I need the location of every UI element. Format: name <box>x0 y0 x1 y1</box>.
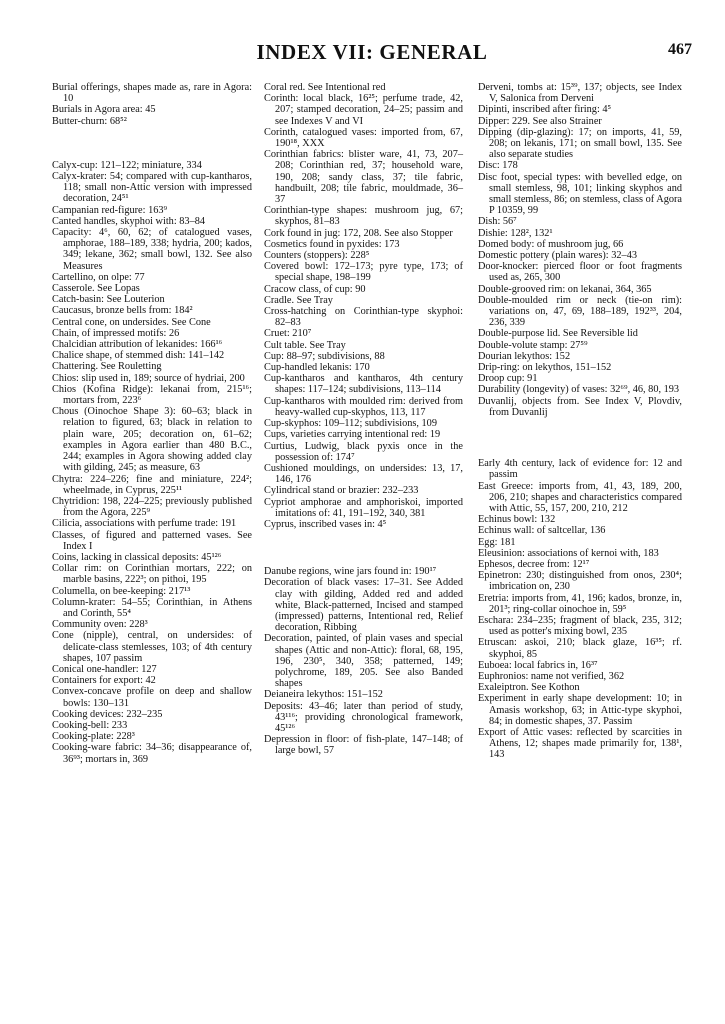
index-entry: Chous (Oinochoe Shape 3): 60–63; black in relation to figured, 63; black in relation to plain ware, 205; decoration on, 61–62; examples in Agora earlier than 480 B.C., 244; examples in Agora showing added clay with gilding, 245; as measure, 63 <box>52 406 252 474</box>
index-entry: Durability (longevity) of vases: 32⁶⁹, 46, 80, 193 <box>478 384 680 396</box>
index-entry: Covered bowl: 172–173; pyre type, 173; of special shape, 198–199 <box>264 261 463 284</box>
index-entry: Curtius, Ludwig, black pyxis once in the possession of: 174⁷ <box>264 440 463 463</box>
index-entry: Casserole. See Lopas <box>52 283 140 295</box>
index-entry: Dishie: 128², 132¹ <box>478 227 553 239</box>
index-entry: Butter-churn: 68⁵² <box>52 115 127 127</box>
index-entry: Cooking-bell: 233 <box>52 719 128 731</box>
index-column-2 <box>264 82 463 757</box>
index-entry: Cone (nipple), central, on undersides: of delicate-class stemlesses, 103; of 4th century shapes, 107 passim <box>52 630 252 664</box>
index-entry: Coins, lacking in classical deposits: 45¹²⁶ <box>52 551 222 563</box>
index-entry: Corinth, catalogued vases: imported from, 67, 190¹⁸, XXX <box>264 126 463 150</box>
index-entry: Central cone, on undersides. See Cone <box>52 316 211 328</box>
index-entry: Chytridion: 198, 224–225; previously published from the Agora, 225⁹ <box>52 495 252 519</box>
index-entry: Disc: 178 <box>478 160 518 172</box>
index-entry: Cypriot amphorae and amphoriskoi, imported imitations of: 41, 191–192, 340, 381 <box>264 496 463 519</box>
index-entry: Cup-handled lekanis: 170 <box>264 362 370 374</box>
index-entry: Burials in Agora area: 45 <box>52 104 156 116</box>
index-entry: Derveni, tombs at: 15³⁹, 137; objects, see Index V, Salonica from Derveni <box>478 82 682 105</box>
index-entry: Chios (Kofina Ridge): lekanai from, 215¹⁶; mortars from, 223⁶ <box>52 383 252 407</box>
index-entry: Calyx-cup: 121–122; miniature, 334 <box>52 159 202 171</box>
index-entry: Droop cup: 91 <box>478 373 538 385</box>
index-entry: Caucasus, bronze bells from: 184² <box>52 305 193 317</box>
index-entry: Cooking-plate: 228³ <box>52 731 135 743</box>
index-entry: Cooking-ware fabric: 34–36; disappearance of, 36⁹³; mortars in, 369 <box>52 742 252 765</box>
index-entry: Chalcidian attribution of lekanides: 166¹⁶ <box>52 339 223 351</box>
index-entry: Burial offerings, shapes made as, rare in Agora: 10 <box>52 82 252 105</box>
index-entry: Experiment in early shape development: 10; in Amasis workshop, 63; in Attic-type skyphoi, 84; in domestic shapes, 37. Passim <box>478 693 682 727</box>
index-entry: Convex-concave profile on deep and shallow bowls: 130–131 <box>52 686 252 709</box>
index-entry: Exaleiptron. See Kothon <box>478 682 580 694</box>
index-entry: Campanian red-figure: 163⁹ <box>52 204 168 216</box>
index-column-3 <box>478 82 682 761</box>
index-entry: Euboea: local fabrics in, 16³⁷ <box>478 659 598 671</box>
index-entry: Corinthian fabrics: blister ware, 41, 73, 207–208; Corinthian red, 37; household ware, 190, 208; sandy class, 37; tile fabric, handbuilt, 208; tile fabric, mouldmade, 36–37 <box>264 149 463 206</box>
index-entry: Cup: 88–97; subdivisions, 88 <box>264 350 385 362</box>
index-entry: Depression in floor: of fish-plate, 147–148; of large bowl, 57 <box>264 734 463 757</box>
index-entry: Cyprus, inscribed vases in: 4⁵ <box>264 518 387 530</box>
index-entry: Chytra: 224–226; fine and miniature, 224²; wheelmade, in Cyprus, 225¹¹ <box>52 473 252 496</box>
index-entry: Cosmetics found in pyxides: 173 <box>264 238 400 250</box>
index-entry: Double-grooved rim: on lekanai, 364, 365 <box>478 283 652 295</box>
page-number: 467 <box>668 41 692 58</box>
index-entry: Corinthian-type shapes: mushroom jug, 67; skyphos, 81–83 <box>264 205 463 228</box>
index-entry: Etruscan: askoi, 210; black glaze, 16³⁵; rf. skyphoi, 85 <box>478 637 682 660</box>
index-entry: Cilicia, associations with perfume trade: 191 <box>52 518 237 530</box>
index-entry: Calyx-krater: 54; compared with cup-kantharos, 118; small non-Attic version with impressed decoration, 24⁵¹ <box>52 171 252 205</box>
index-entry: Eretria: imports from, 41, 196; kados, bronze, in, 201³; ring-collar oinochoe in, 59⁵ <box>478 592 682 615</box>
index-entry: Early 4th century, lack of evidence for: 12 and passim <box>478 458 682 481</box>
index-entry: Capacity: 4⁶, 60, 62; of catalogued vases, amphorae, 188–189, 338; hydria, 200; kados, 349; lekane, 362; small bowl, 132. See also Measures <box>52 227 252 272</box>
index-entry: Cult table. See Tray <box>264 339 346 351</box>
index-entry: Containers for export: 42 <box>52 675 156 687</box>
page-title: INDEX VII: GENERAL <box>256 40 488 64</box>
index-entry: Domestic pottery (plain wares): 32–43 <box>478 250 637 262</box>
index-entry: Cup-kantharos with moulded rim: derived from heavy-walled cup-skyphos, 113, 117 <box>264 395 463 418</box>
index-entry: East Greece: imports from, 41, 43, 189, 200, 206, 210; shapes and characteristics compared with Attic, 55, 157, 200, 210, 212 <box>478 480 682 514</box>
index-entry: Columella, on bee-keeping: 217¹³ <box>52 585 191 597</box>
index-entry: Dipinti, inscribed after firing: 4⁵ <box>478 104 612 116</box>
index-entry: Chios: slip used in, 189; source of hydriai, 200 <box>52 372 245 384</box>
index-entry: Chalice shape, of stemmed dish: 141–142 <box>52 350 225 362</box>
index-entry: Conical one-handler: 127 <box>52 663 157 675</box>
index-entry: Cradle. See Tray <box>264 294 333 306</box>
index-entry: Cork found in jug: 172, 208. See also Stopper <box>264 227 453 239</box>
index-entry: Cracow class, of cup: 90 <box>264 283 366 295</box>
index-entry: Corinth: local black, 16²⁵; perfume trade, 42, 207; stamped decoration, 24–25; passim and see Indexes V and VI <box>264 93 463 127</box>
index-entry: Cup-skyphos: 109–112; subdivisions, 109 <box>264 418 437 430</box>
index-entry: Cushioned mouldings, on undersides: 13, 17, 146, 176 <box>264 462 463 486</box>
index-entry: Cartellino, on olpe: 77 <box>52 271 145 283</box>
index-entry: Disc foot, special types: with bevelled edge, on small stemless, 98, 101; linking skyphos and small stemless, 86; on stemless, class of Agora P 10359, 99 <box>478 171 682 217</box>
index-entry: Decoration, painted, of plain vases and special shapes (Attic and non-Attic): floral, 68, 195, 196, 230⁵, 340, 358; patterned, 149; polychrome, 189, 205. See also Banded shapes <box>264 633 463 690</box>
index-entry: Euphronios: name not verified, 362 <box>478 670 625 682</box>
index-entry: Eschara: 234–235; fragment of black, 235, 312; used as potter's mixing bowl, 235 <box>478 614 682 638</box>
index-entry: Dourian lekythos: 152 <box>478 350 571 362</box>
index-entry: Egg: 181 <box>478 536 516 548</box>
index-entry: Drip-ring: on lekythos, 151–152 <box>478 362 612 374</box>
index-entry: Deianeira lekythos: 151–152 <box>264 689 383 701</box>
index-entry: Eleusinion: associations of kernoi with, 183 <box>478 547 659 559</box>
index-entry: Cross-hatching on Corinthian-type skyphoi: 82–83 <box>264 306 463 329</box>
index-entry: Cups, varieties carrying intentional red: 19 <box>264 429 441 441</box>
index-entry: Dipper: 229. See also Strainer <box>478 115 602 127</box>
index-entry: Epinetron: 230; distinguished from onos, 230⁴; imbrication on, 230 <box>478 570 682 593</box>
index-entry: Cruet: 210⁷ <box>264 328 312 340</box>
index-entry: Double-volute stamp: 27⁵⁹ <box>478 339 588 351</box>
index-column-1 <box>52 82 252 765</box>
index-entry: Catch-basin: See Louterion <box>52 294 165 306</box>
index-entry: Echinus bowl: 132 <box>478 514 556 526</box>
index-entry: Export of Attic vases: reflected by scarcities in Athens, 12; shapes made primarily for, 138¹, 143 <box>478 726 682 761</box>
index-entry: Echinus wall: of saltcellar, 136 <box>478 525 606 537</box>
index-entry: Chain, of impressed motifs: 26 <box>52 327 180 339</box>
index-entry: Ephesos, decree from: 12¹⁷ <box>478 558 590 570</box>
page-header <box>52 40 692 70</box>
index-entry: Community oven: 228³ <box>52 619 148 631</box>
index-entry: Collar rim: on Corinthian mortars, 222; on marble basins, 222³; on pithoi, 195 <box>52 563 252 586</box>
index-entry: Cup-kantharos and kantharos, 4th century shapes: 117–124; subdivisions, 113–114 <box>264 373 463 396</box>
index-entry: Danube regions, wine jars found in: 190¹⁷ <box>264 566 437 578</box>
index-entry: Door-knocker: pierced floor or foot fragments used as, 265, 300 <box>478 261 682 284</box>
index-entry: Chattering. See Rouletting <box>52 361 162 373</box>
index-entry: Counters (stoppers): 228⁵ <box>264 250 370 262</box>
index-entry: Column-krater: 54–55; Corinthian, in Athens and Corinth, 55⁴ <box>52 596 252 619</box>
index-entry: Dish: 56⁷ <box>478 216 517 228</box>
index-entry: Deposits: 43–46; later than period of study, 43¹¹⁶; providing chronological framework, 45¹²⁶ <box>264 700 463 734</box>
index-entry: Dipping (dip-glazing): 17; on imports, 41, 59, 208; on lekanis, 171; on small bowl, 135. See also separate studies <box>478 126 682 161</box>
index-entry: Decoration of black vases: 17–31. See Added clay with gilding, Added red and added white, Black-patterned, Incised and stamped (impressed) patterns, Intentional red, Relief decoration, Ribbing <box>264 577 463 634</box>
index-entry: Double-purpose lid. See Reversible lid <box>478 328 638 340</box>
index-entry: Cylindrical stand or brazier: 232–233 <box>264 485 419 497</box>
index-entry: Cooking devices: 232–235 <box>52 708 163 720</box>
index-entry: Canted handles, skyphoi with: 83–84 <box>52 215 206 227</box>
index-entry: Duvanlij, objects from. See Index V, Plovdiv, from Duvanlij <box>478 395 682 418</box>
index-entry: Domed body: of mushroom jug, 66 <box>478 238 624 250</box>
index-entry: Classes, of figured and patterned vases. See Index I <box>52 529 252 552</box>
index-entry: Coral red. See Intentional red <box>264 82 386 93</box>
index-entry: Double-moulded rim or neck (tie-on rim): variations on, 47, 69, 188–189, 192³³, 204, 236, 339 <box>478 294 682 329</box>
